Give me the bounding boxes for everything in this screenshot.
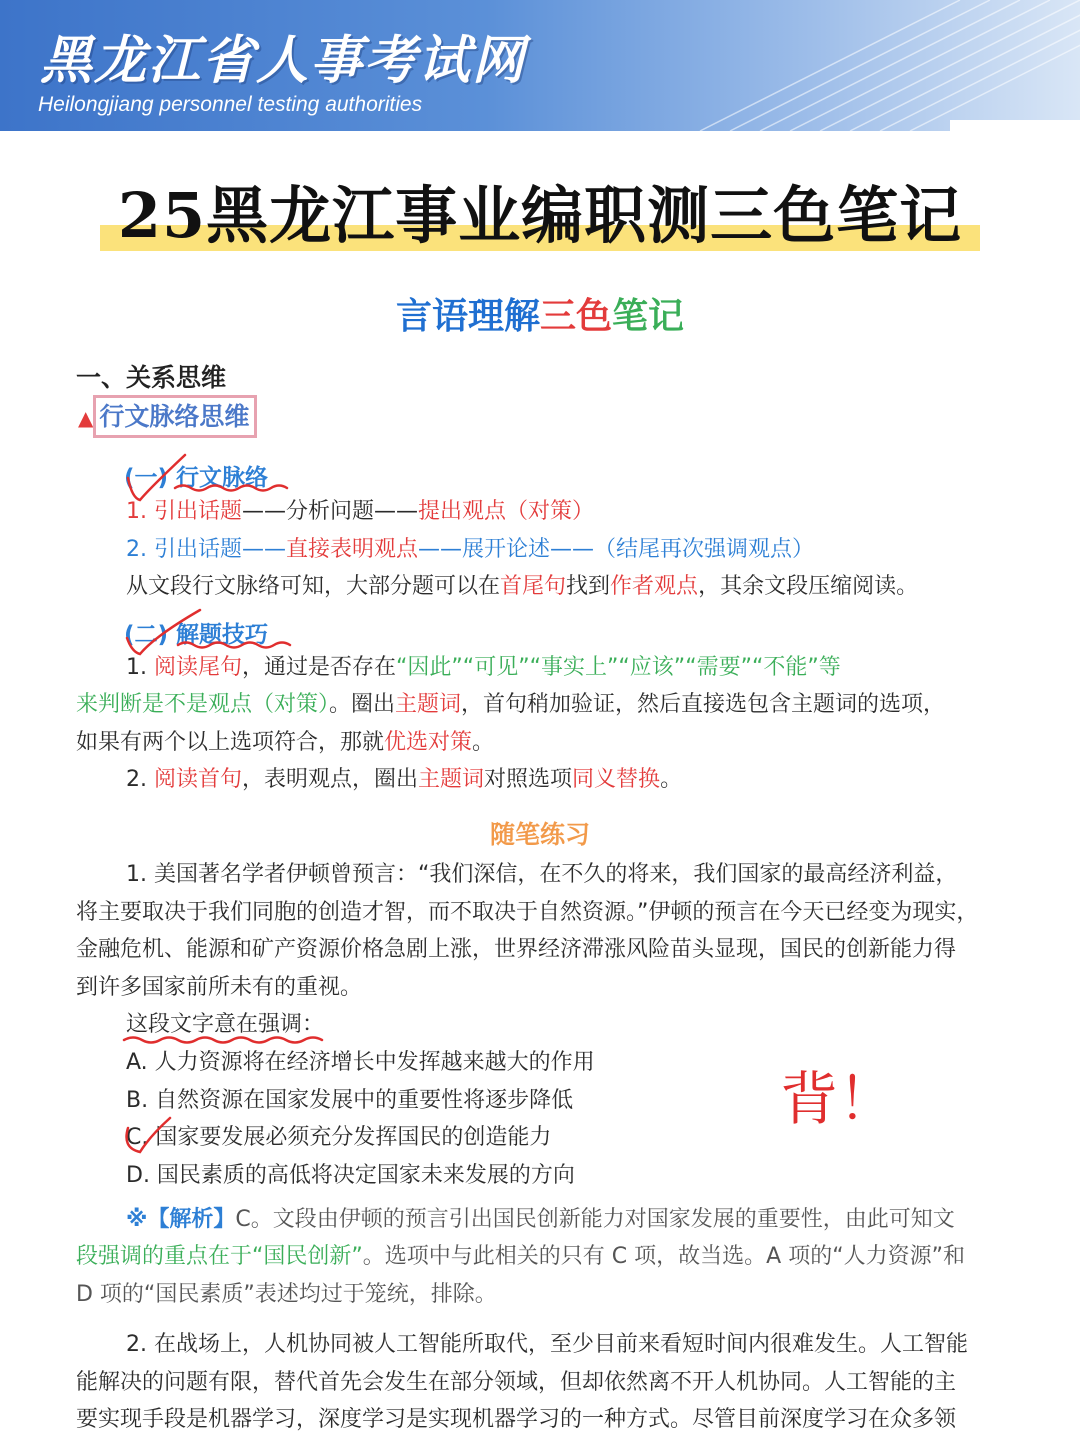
text-span: 2. (126, 767, 154, 792)
subtitle-part-2: 三色 (539, 296, 612, 337)
site-banner (0, 0, 1080, 131)
text-span: 段强调的重点在于“国民创新” (76, 1244, 363, 1269)
text-span: “因此”“可见”“事实上”“应该”“需要”“不能”等 (396, 655, 841, 680)
flow-line-1 (126, 497, 594, 527)
practice-heading: 随笔练习 (489, 820, 590, 849)
tip-line-1b (76, 690, 945, 720)
boxed-heading-text: 行文脉络思维 (93, 395, 257, 438)
text-span: ——展开论述——（结尾再次强调观点） (418, 537, 815, 562)
triangle-icon: ▲ (78, 406, 94, 430)
q2-line-3: 要实现手段是机器学习，深度学习是实现机器学习的一种方式。尽管目前深度学习在众多领 (76, 1407, 957, 1432)
tip-line-2 (126, 765, 682, 795)
text-span: 阅读首句 (153, 767, 242, 792)
text-span: 如果有两个以上选项符合，那就 (76, 730, 385, 755)
text-span: 1. (126, 655, 154, 680)
text-span: 对照选项 (484, 767, 573, 792)
subheading-2: (二) 解题技巧 (124, 622, 269, 648)
text-span: 。 (472, 730, 495, 755)
page-subtitle (0, 288, 1080, 339)
text-span: 1. 引出话题 (126, 499, 242, 524)
text-span: 主题词 (418, 767, 485, 792)
banner-subtitle: Heilongjiang personnel testing authorities (38, 93, 423, 116)
flow-line-2 (126, 535, 814, 565)
option-a: A. 人力资源将在经济增长中发挥越来越大的作用 (126, 1050, 595, 1075)
text-span: 直接表明观点 (285, 537, 418, 562)
handwritten-note: 背！ (780, 1065, 897, 1133)
q1-stem: 这段文字意在强调： (126, 1012, 325, 1037)
q2-line-2: 能解决的问题有限，替代首先会发生在部分领域，但却依然离不开人机协同。人工智能的主 (76, 1370, 957, 1395)
banner-title: 黑龙江省人事考试网 (40, 31, 527, 91)
text-span: 优选对策 (384, 730, 473, 755)
text-span: 同义替换 (572, 767, 661, 792)
text-span: 。选项中与此相关的只有 C 项，故当选。A 项的“人力资源”和 (362, 1244, 965, 1269)
text-span: C。文段由伊顿的预言引出国民创新能力对国家发展的重要性，由此可知文 (235, 1207, 955, 1232)
boxed-heading (78, 397, 257, 433)
page-title: 25黑龙江事业编职测三色笔记 (100, 166, 980, 255)
text-span: 。圈出 (329, 692, 396, 717)
q1-line-3: 金融危机、能源和矿产资源价格急剧上涨，世界经济滞涨风险苗头显现，国民的创新能力得 (76, 937, 957, 962)
subtitle-part-1: 言语理解 (395, 296, 540, 337)
text-span: 来判断是不是观点（对策） (76, 692, 330, 717)
text-span: 作者观点 (610, 574, 699, 599)
q1-line-1: 1. 美国著名学者伊顿曾预言：“我们深信，在不久的将来，我们国家的最高经济利益， (126, 862, 958, 887)
text-span: 首尾句 (500, 574, 567, 599)
text-span: 。 (660, 767, 683, 792)
title-wrap (0, 166, 1080, 255)
text-span: ，其余文段压缩阅读。 (698, 574, 919, 599)
text-span: 从文段行文脉络可知，大部分题可以在 (126, 574, 501, 599)
analysis-line-3: D 项的“国民素质”表述均过于笼统，排除。 (76, 1282, 497, 1307)
text-span: 找到 (566, 574, 611, 599)
text-span: ，通过是否存在 (242, 655, 397, 680)
analysis-lead: ※【解析】 (126, 1207, 236, 1232)
option-c: C. 国家要发展必须充分发挥国民的创造能力 (126, 1125, 552, 1150)
section-heading: 一、关系思维 (76, 363, 227, 392)
tip-line-1a (126, 653, 841, 683)
text-span: ，表明观点，圈出 (242, 767, 419, 792)
analysis-line-2 (76, 1242, 965, 1272)
q2-line-1: 2. 在战场上，人机协同被人工智能所取代，至少目前来看短时间内很难发生。人工智能 (126, 1332, 968, 1357)
text-span: ，首句稍加验证，然后直接选包含主题词的选项， (461, 692, 946, 717)
flow-line-3 (126, 572, 918, 602)
text-span: ——分析问题—— (241, 499, 418, 524)
subtitle-part-3: 笔记 (612, 296, 685, 337)
text-span: 提出观点（对策） (418, 499, 595, 524)
analysis-line-1 (126, 1205, 955, 1235)
tip-line-1c (76, 728, 494, 758)
option-d: D. 国民素质的高低将决定国家未来发展的方向 (126, 1163, 575, 1188)
text-span: 阅读尾句 (153, 655, 242, 680)
q1-line-4: 到许多国家前所未有的重视。 (76, 975, 363, 1000)
text-span: 主题词 (395, 692, 462, 717)
subheading-1: (一) 行文脉络 (124, 465, 269, 491)
q1-line-2: 将主要取决于我们同胞的创造才智，而不取决于自然资源。”伊顿的预言在今天已经变为现实， (76, 900, 979, 925)
text-span: 2. 引出话题—— (126, 537, 286, 562)
option-b: B. 自然资源在国家发展中的重要性将逐步降低 (126, 1088, 574, 1113)
banner-decoration (660, 0, 1080, 131)
